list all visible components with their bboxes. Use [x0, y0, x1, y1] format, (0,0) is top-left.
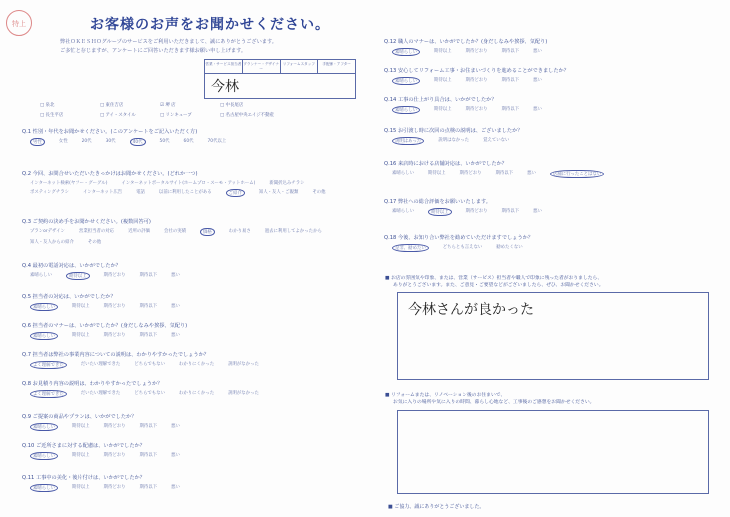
answer-option[interactable]: 悪い [171, 485, 180, 490]
answer-option[interactable]: 期待以下 [501, 107, 520, 112]
answer-option[interactable]: ご紹介 [226, 189, 245, 197]
answer-option[interactable]: プランorデザイン [30, 229, 65, 234]
answer-option[interactable]: 説明がなかった [228, 362, 259, 367]
answer-option[interactable]: 期待どおり [465, 107, 488, 112]
answer-option[interactable]: どちらでもない [134, 362, 165, 367]
answer-option[interactable]: その他 [312, 190, 326, 195]
answer-option[interactable]: 期待以上 [428, 208, 452, 216]
answer-option[interactable]: その他 [87, 240, 102, 245]
answer-option[interactable]: 悪い [533, 209, 542, 214]
answer-option[interactable]: よく理解できた [30, 361, 67, 369]
question-options [30, 361, 330, 369]
answer-option[interactable]: 期待どおり [103, 485, 126, 490]
store-item[interactable]: □ 長生平店 [40, 113, 64, 118]
stamp-mark: 特上 [6, 10, 32, 36]
answer-option[interactable]: 期待以上 [433, 49, 452, 54]
answer-option[interactable]: 期待以上 [71, 424, 90, 429]
answer-option[interactable]: 悪い [171, 424, 180, 429]
answer-option[interactable]: どちらでもない [134, 391, 165, 396]
staff-header: 営業・サービス担当者 [205, 60, 243, 73]
answer-option[interactable]: 期待以上 [66, 272, 90, 280]
question-label: Q.16 来店時における店舗対応は、いかがでしたか？ [384, 161, 507, 167]
answer-option[interactable]: わかりにくかった [178, 391, 215, 396]
question-label: Q.4 最初の電話対応は、いかがでしたか？ [22, 263, 121, 269]
store-item[interactable]: □ リンキューブ [160, 113, 192, 118]
answer-option[interactable]: 期待以下 [495, 171, 514, 176]
answer-option[interactable]: わかりにくかった [178, 362, 215, 367]
answer-option[interactable]: 悪い [527, 171, 536, 176]
answer-option[interactable]: 20代 [81, 139, 92, 144]
answer-option[interactable]: インターネット広告 [83, 190, 123, 195]
question-options [392, 208, 692, 216]
answer-option[interactable]: 素晴らしい [30, 273, 52, 278]
question-options [392, 244, 692, 252]
comment1-box[interactable] [397, 292, 709, 380]
answer-option[interactable]: 営業担当者の対応 [78, 229, 115, 234]
answer-option[interactable]: 期待以下 [139, 333, 158, 338]
answer-option[interactable]: インターネット検索(ヤフー・グーグル) [30, 181, 108, 186]
page-title: お客様のお声をお聞かせください。 [90, 17, 330, 33]
answer-option[interactable]: 期待以下 [139, 485, 158, 490]
question-label: Q.7 担当者は弊社の事業内容についての説明は、わかりやすかったでしょうか？ [22, 352, 209, 358]
question-label: Q.5 担当者の対応は、いかがでしたか？ [22, 294, 116, 300]
answer-option[interactable]: 期待以下 [501, 78, 520, 83]
answer-option[interactable]: 知人・友人・ご親類 [258, 190, 299, 195]
answer-option[interactable]: 期待以上 [427, 171, 446, 176]
comment1-handwritten: 今林さんが良かった [408, 302, 534, 318]
store-item[interactable]: □ 泉北 [40, 103, 55, 108]
answer-option[interactable]: 悪い [171, 273, 180, 278]
answer-option[interactable]: 悪い [533, 107, 542, 112]
comment2-box[interactable] [397, 410, 709, 494]
answer-option[interactable]: 悪い [171, 453, 180, 458]
answer-option[interactable]: 60代 [183, 139, 194, 144]
answer-option[interactable]: 女性 [58, 139, 68, 144]
question-options [30, 272, 330, 280]
answer-option[interactable]: 是非、勧めたい [392, 244, 429, 252]
store-item[interactable]: ☑ 堺 店 [160, 103, 176, 108]
answer-option[interactable]: 期待以下 [501, 49, 520, 54]
answer-option[interactable]: 70代以上 [207, 139, 227, 144]
answer-option[interactable]: 以前に利用したことがある [158, 190, 212, 195]
answer-option[interactable]: 期待どおり [103, 453, 126, 458]
intro-text: 弊社ＯＫＥＳＨＯグループのサービスをご利用いただきまして、誠にありがとうございます。 ご多忙と存じますが、アンケートにご回答いただきます様お願い申し上げます。 [60, 39, 277, 54]
question-label: Q.2 今回、お問合せいただいたきっかけはお聞かせください。(どれか一つ) [22, 171, 198, 177]
staff-header: リフォームスタッフ [281, 60, 319, 73]
answer-option[interactable]: 30代 [105, 139, 116, 144]
answer-option[interactable]: 期待どおり [459, 171, 482, 176]
comment2-prompt: ■ リフォームまたは、リノベーション後のお住まいで、 お気に入りの場所や気に入りの時間、暮らし心地など、工事後のご感想をお聞かせください。 [385, 393, 595, 405]
question-options [30, 303, 330, 311]
question-options [30, 423, 330, 431]
staff-table [204, 59, 356, 99]
store-list [40, 102, 280, 118]
answer-option[interactable]: 期待以下 [139, 304, 158, 309]
answer-option[interactable]: 素晴らしい [30, 332, 58, 340]
staff-header: 手配係・アフター [322, 62, 351, 66]
answer-option[interactable]: 期待どおり [465, 209, 488, 214]
answer-option[interactable]: 近所の評価 [128, 229, 151, 234]
answer-option[interactable]: 勧めたくない [496, 245, 523, 250]
question-label: Q.13 安心してリフォーム工事・お住まいづくりを進めることができましたか？ [384, 68, 569, 74]
answer-option[interactable]: 悪い [533, 78, 542, 83]
question-options [30, 180, 330, 197]
answer-option[interactable]: 期待どおり [465, 49, 488, 54]
answer-option[interactable]: 素晴らしい [392, 48, 420, 56]
answer-option[interactable]: どちらとも言えない [442, 245, 483, 250]
answer-option[interactable]: 新聞折込みチラシ [269, 181, 305, 186]
answer-option[interactable]: 悪い [171, 333, 180, 338]
question-label: Q.8 お見積り内容の説明は、わかりやすかったでしょうか？ [22, 381, 163, 387]
answer-option[interactable]: 素晴らしい [30, 303, 58, 311]
answer-option[interactable]: 期待以上 [433, 78, 452, 83]
question-options [392, 106, 692, 114]
answer-option[interactable]: 店舗に行ったことはない [550, 170, 604, 178]
answer-option[interactable]: 素晴らしい [30, 423, 58, 431]
answer-option[interactable]: 素晴らしい [30, 452, 58, 460]
answer-option[interactable]: 期待以下 [501, 209, 520, 214]
question-label: Q.3 ご契約の決め手をお聞かせください。(複数回答可) [22, 219, 151, 225]
answer-option[interactable]: 50代 [159, 139, 170, 144]
answer-option[interactable]: 期待どおり [103, 273, 126, 278]
answer-option[interactable]: インターネットポータルサイト(ホームプロ・スーモ・アットホーム) [121, 181, 256, 186]
answer-option[interactable]: 期待以上 [71, 304, 90, 309]
question-label: Q.12 職人のマナーは、いかがでしたか？(身だしなみや挨拶、気配り) [384, 39, 548, 45]
question-options [392, 137, 692, 145]
question-options [30, 390, 330, 398]
question-options [30, 228, 330, 245]
answer-option[interactable]: 期待どおり [103, 304, 126, 309]
answer-option[interactable]: 説明はなかった [438, 138, 470, 143]
answer-option[interactable]: 素晴らしい [392, 77, 420, 85]
answer-option[interactable]: 期待以上 [71, 333, 90, 338]
question-label: Q.9 ご提案の商品やプランは、いかがでしたか？ [22, 414, 137, 420]
staff-header: プランナー・デザイナー [243, 62, 279, 71]
answer-option[interactable]: 期待以下 [139, 424, 158, 429]
answer-option[interactable]: 説明がなかった [228, 391, 259, 396]
question-label: Q.6 担当者のマナーは、いかがでしたか？(身だしなみや挨拶、気配り) [22, 323, 188, 329]
question-options [392, 48, 692, 56]
answer-option[interactable]: 期待どおり [103, 424, 126, 429]
answer-option[interactable]: 素晴らしい [392, 209, 414, 214]
answer-option[interactable]: 素晴らしい [392, 106, 420, 114]
answer-option[interactable]: 説明はあった [392, 137, 424, 145]
answer-option[interactable]: ポスティングチラシ [30, 190, 69, 195]
question-label: Q.1 性別・年代をお聞かせください。(このアンケートをご記入いただく方) [22, 129, 198, 135]
question-options [392, 77, 692, 85]
answer-option[interactable]: 期待以下 [139, 453, 158, 458]
question-label: Q.17 弊社への総合評価をお願いいたします。 [384, 199, 491, 205]
answer-option[interactable]: 悪い [533, 49, 542, 54]
answer-option[interactable]: 期待以下 [139, 273, 158, 278]
answer-option[interactable]: 会社の実績 [164, 229, 186, 234]
answer-option[interactable]: 期待以上 [71, 453, 90, 458]
answer-option[interactable]: だいたい理解できた [80, 391, 121, 396]
footer-text: ■ ご協力、誠にありがとうございました。 [388, 504, 485, 510]
answer-option[interactable]: 悪い [171, 304, 180, 309]
comment1-prompt: ■ お店の雰囲気や印象、または、営業（サービス）担当者や職人で印象に残った者がおりましたら、 ありがとうございます。また、ご意見・ご要望などがございましたら、ぜひ、お聞かせください。 [385, 276, 604, 288]
question-label: Q.14 工事の仕上がり具合は、いかがでしたか？ [384, 97, 497, 103]
answer-option[interactable]: 素晴らしい [30, 484, 58, 492]
answer-option[interactable]: わかり易さ [228, 229, 251, 234]
answer-option[interactable]: 過去に利用してよかったから [264, 229, 322, 234]
answer-option[interactable]: 価格 [200, 228, 215, 236]
question-options [30, 484, 330, 492]
store-item[interactable]: □ 名古屋中央エイジ不動産 [220, 113, 274, 118]
answer-option[interactable]: 40代 [130, 138, 146, 146]
answer-option[interactable]: 期待どおり [103, 333, 126, 338]
question-options [392, 170, 692, 178]
answer-option[interactable]: 期待以上 [433, 107, 452, 112]
store-item[interactable]: □ 東住吉店 [100, 103, 124, 108]
answer-option[interactable]: 男性 [30, 138, 45, 146]
question-options [30, 138, 330, 146]
staff-handwritten: 今林 [211, 79, 239, 95]
question-label: Q.11 工事中の美化・後片付けは、いかがでしたか？ [22, 475, 145, 481]
question-options [30, 332, 330, 340]
answer-option[interactable]: 期待どおり [465, 78, 488, 83]
answer-option[interactable]: 電話 [136, 190, 145, 195]
answer-option[interactable]: だいたい理解できた [80, 362, 121, 367]
answer-option[interactable]: よく理解できた [30, 390, 67, 398]
question-label: Q.18 今後、お知り合い弊社を勧めていただけますでしょうか？ [384, 235, 534, 241]
answer-option[interactable]: 知人・友人からの紹介 [30, 240, 74, 245]
answer-option[interactable]: 素晴らしい [392, 171, 414, 176]
question-label: Q.10 ご近所さまに対する配慮は、いかがでしたか？ [22, 443, 145, 449]
question-options [30, 452, 330, 460]
answer-option[interactable]: 覚えていない [483, 138, 510, 143]
store-item[interactable]: □ 中長尾店 [220, 103, 244, 108]
store-item[interactable]: □ アイ・スタイル [100, 113, 136, 118]
answer-option[interactable]: 期待以上 [71, 485, 90, 490]
question-label: Q.15 お引渡し時に次回の点検の説明は、ございましたか？ [384, 128, 523, 134]
